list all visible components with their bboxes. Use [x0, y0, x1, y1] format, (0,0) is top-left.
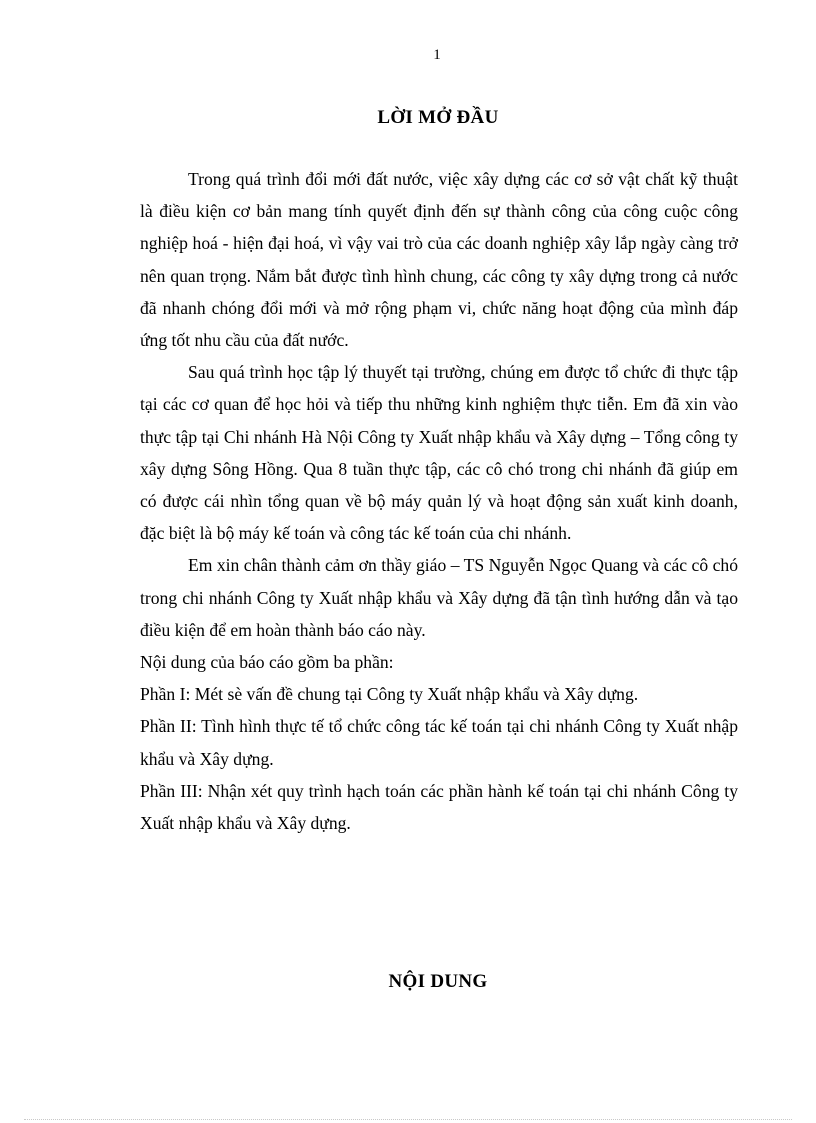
intro-heading: LỜI MỞ ĐẦU — [377, 107, 499, 128]
page-bottom-divider — [24, 1119, 792, 1120]
paragraph-part-3: Phần III: Nhận xét quy trình hạch toán các phần hành kế toán tại chi nhánh Công ty Xuất nhập khẩu và Xây dựng. — [140, 780, 738, 834]
document-body — [140, 163, 738, 839]
paragraph-outline-lead: Nội dung của báo cáo gồm ba phần: — [140, 652, 394, 673]
paragraph-part-2: Phần II: Tình hình thực tế tổ chức công tác kế toán tại chi nhánh Công ty Xuất nhập khẩu và Xây dựng. — [140, 716, 738, 769]
paragraph-intro-1: Trong quá trình đổi mới đất nước, việc xây dựng các cơ sở vật chất kỹ thuật là điều kiện cơ bản mang tính quyết định đến sự thành công của công cuộc công nghiệp hoá - hiện đại hoá, vì vậy vai trò của các doanh nghiệp xây lắp ngày càng trở nên quan trọng. Nắm bắt được tình hình chung, các công ty xây dựng trong cả nước đã nhanh chóng đổi mới và mở rộng phạm vi, chức năng hoạt động của mình đáp ứng tốt nhu cầu của đất nước. — [140, 169, 738, 351]
page-number: 1 — [433, 47, 441, 63]
paragraph-thanks: Em xin chân thành cảm ơn thầy giáo – TS Nguyễn Ngọc Quang và các cô chó trong chi nhánh Công ty Xuất nhập khẩu và Xây dựng đã tận tình hướng dẫn và tạo điều kiện để em hoàn thành báo cáo này. — [140, 555, 738, 640]
paragraph-part-1: Phần I: Mét sè vấn đề chung tại Công ty Xuất nhập khẩu và Xây dựng. — [140, 684, 639, 705]
paragraph-intro-2: Sau quá trình học tập lý thuyết tại trường, chúng em được tổ chức đi thực tập tại các cơ quan để học hỏi và tiếp thu những kinh nghiệm thực tiễn. Em đã xin vào thực tập tại Chi nhánh Hà Nội Công ty Xuất nhập khẩu và Xây dựng – Tổng công ty xây dựng Sông Hồng. Qua 8 tuần thực tập, các cô chó trong chi nhánh đã giúp em có được cái nhìn tổng quan về bộ máy quản lý và hoạt động sản xuất kinh doanh, đặc biệt là bộ máy kế toán và công tác kế toán của chi nhánh. — [140, 362, 738, 544]
content-heading: NỘI DUNG — [388, 971, 488, 992]
